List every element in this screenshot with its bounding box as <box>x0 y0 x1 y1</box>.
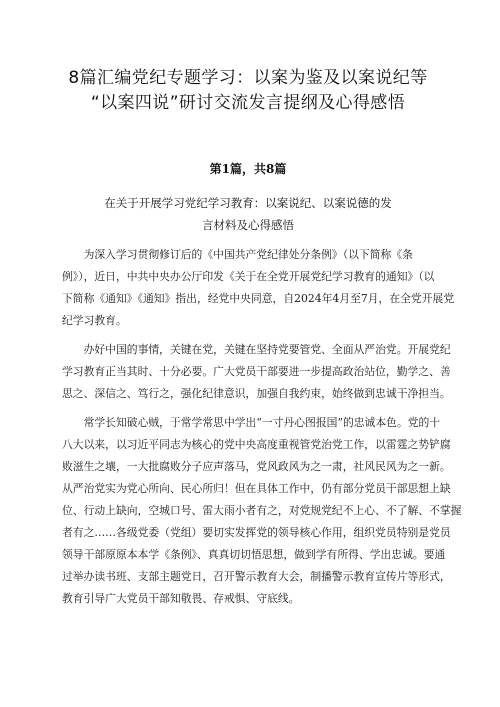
paragraph-line: 例》），近日，中共中央办公厅印发《关于在全党开展党纪学习教育的通知》（以 <box>62 270 435 283</box>
paragraph-line: 者有之……各级党委（党组）要切实发挥党的领导核心作用，组织党员特别是党员 <box>62 526 451 539</box>
paragraph-line: 过举办读书班、支部主题党日，召开警示教育大会，制播警示教育宣传片等形式， <box>62 570 451 583</box>
article-subtitle-line: 言材料及心得感悟 <box>202 218 294 232</box>
paragraph-line: 为深入学习贯彻修订后的《中国共产党纪律处分条例》（以下简称《条 <box>83 248 413 261</box>
part-heading: 第1篇，共8篇 <box>209 162 287 176</box>
body-paragraph <box>62 339 451 405</box>
paragraph-line: 从严治党实为党心所向、民心所归！但在具体工作中，仍有部分党员干部思想上缺 <box>62 482 451 495</box>
paragraph-line: 下简称《通知》《通知》指出，经党中央同意，自2024年4月至7月，在全党开展党 <box>62 292 455 305</box>
document-title-line: “以案四说”研讨交流发言提纲及心得感悟 <box>90 93 406 113</box>
body-paragraph <box>62 244 455 332</box>
paragraph-line: 位、行动上缺向，空城口号、雷大雨小者有之，对党规党纪不上心、不了解、不掌握 <box>62 504 462 517</box>
paragraph-line: 教育引导广大党员干部知敬畏、存戒惧、守底线。 <box>62 592 300 605</box>
paragraph-line: 领导干部原原本本学《条例》、真真切切悟思想，做到学有所得、学出忠诚。要通 <box>62 548 446 561</box>
paragraph-line: 败滋生之壤，一大批腐败分子应声落马，党风政风为之一肃，社风民风为之一新。 <box>62 460 451 473</box>
document-title <box>62 66 434 116</box>
paragraph-line: 常学长知破心贼，于常学常思中学出“一寸丹心图报国”的忠诚本色。党的十 <box>83 416 441 429</box>
article-subtitle <box>62 192 434 236</box>
document-title-line: 8篇汇编党纪专题学习：以案为鉴及以案说纪等 <box>68 68 428 88</box>
body-paragraph <box>62 412 462 610</box>
paragraph-line: 办好中国的事情，关键在党，关键在坚持党要管党、全面从严治党。开展党纪 <box>83 343 451 356</box>
paragraph-line: 学习教育正当其时、十分必要。广大党员干部要进一步提高政治站位，勤学之、善 <box>62 365 451 378</box>
article-subtitle-line: 在关于开展学习党纪学习教育：以案说纪、以案说德的发 <box>104 196 392 210</box>
paragraph-line: 思之、深信之、笃行之，强化纪律意识，加强自我约束，始终做到忠诚干净担当。 <box>62 387 451 400</box>
paragraph-line: 八大以来，以习近平同志为核心的党中央高度重视管党治党工作，以雷霆之势铲腐 <box>62 438 451 451</box>
document-body <box>62 244 462 610</box>
paragraph-line: 纪学习教育。 <box>62 314 127 327</box>
